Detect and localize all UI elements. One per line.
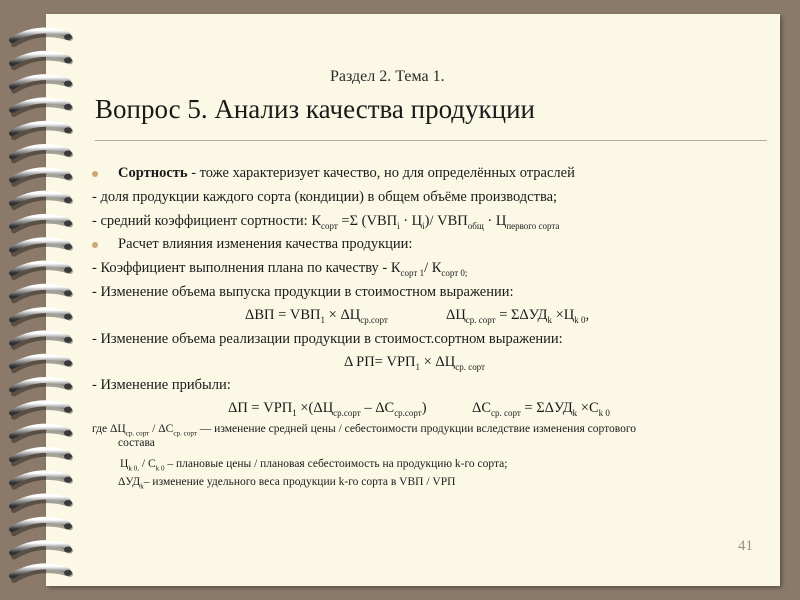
text: ΔС <box>472 400 491 416</box>
text: / С <box>139 458 156 470</box>
text: )/ VВП <box>424 213 468 229</box>
subscript: общ <box>467 220 484 231</box>
subscript: 1 <box>292 407 297 418</box>
spiral-ring-icon <box>12 497 72 510</box>
subscript: k <box>572 407 578 418</box>
spiral-ring-icon <box>12 310 72 323</box>
text: – ΔС <box>360 400 395 416</box>
formula-vp <box>245 307 388 325</box>
spiral-ring-icon <box>12 380 72 393</box>
title-divider <box>95 140 767 141</box>
text: = ΣΔУД <box>520 400 573 416</box>
subscript: k 0 <box>155 464 165 473</box>
text: - тоже характеризует качество, но для определённых отраслей <box>187 165 575 181</box>
text: ΔЦ <box>446 307 466 323</box>
spiral-binding <box>0 0 90 600</box>
page-number: 41 <box>738 538 753 554</box>
subscript: первого сорта <box>506 220 560 231</box>
text: Расчет влияния изменения качества продукции: <box>118 236 413 252</box>
subscript: i <box>397 220 400 231</box>
subscript: k 0 <box>574 314 586 325</box>
spiral-ring-icon <box>12 77 72 90</box>
subscript: i <box>422 220 425 231</box>
subscript: сорт <box>321 220 338 231</box>
spiral-ring-icon <box>12 403 72 416</box>
subscript: ср. сорт <box>465 314 496 325</box>
subscript: ср.сорт <box>360 314 388 325</box>
spiral-ring-icon <box>12 520 72 533</box>
text: ΔП = VРП <box>228 400 293 416</box>
text: Δ РП= VРП <box>344 354 416 370</box>
note-line <box>92 423 636 437</box>
subscript: k 0, <box>128 464 139 473</box>
text: / К <box>424 260 442 276</box>
formula-cost-change <box>472 400 610 418</box>
formula-line <box>92 260 467 278</box>
text: — изменение средней цены / себестоимости продукции вследствие изменения сортового <box>196 423 637 435</box>
text: ΔУД <box>118 476 141 488</box>
subscript: ср.сорт <box>394 407 422 418</box>
text: ×Ц <box>551 307 575 323</box>
text: × ΔЦ <box>325 307 361 323</box>
subscript: сорт 1 <box>400 267 425 278</box>
spiral-ring-icon <box>12 147 72 160</box>
spiral-ring-icon <box>12 100 72 113</box>
bullet-dot-icon <box>92 171 98 177</box>
text: , <box>585 307 590 323</box>
spiral-ring-icon <box>12 31 72 44</box>
page-title: Вопрос 5. Анализ качества продукции <box>95 94 536 124</box>
text: – плановые цены / плановая себестоимость на продукцию k-го сорта; <box>164 458 508 470</box>
formula-profit <box>228 400 427 418</box>
spiral-ring-icon <box>12 124 72 137</box>
spiral-ring-icon <box>12 450 72 463</box>
text: · Ц <box>399 213 423 229</box>
spiral-ring-icon <box>12 357 72 370</box>
spiral-ring-icon <box>12 427 72 440</box>
subscript: сорт 0; <box>441 267 468 278</box>
text: / ΔС <box>149 423 174 435</box>
text: - средний коэффициент сортности: К <box>92 213 321 229</box>
text-line: - Изменение объема реализации продукции в стоимост.сортном выражении: <box>92 331 563 347</box>
spiral-ring-icon <box>12 194 72 207</box>
text: - Коэффициент выполнения плана по качеству - К <box>92 260 401 276</box>
subscript: 1 <box>415 361 420 372</box>
subscript: ср. сорт <box>455 361 485 372</box>
section-label: Раздел 2. Тема 1. <box>330 68 445 85</box>
spiral-ring-icon <box>12 333 72 346</box>
subscript: ср. сорт <box>173 429 197 438</box>
subscript: 1 <box>320 314 326 325</box>
text: =Σ (VВП <box>337 213 398 229</box>
text: × ΔЦ <box>420 354 456 370</box>
bullet-item-sortnost <box>92 165 575 182</box>
note-line: состава <box>118 437 155 449</box>
formula-price-change <box>446 307 589 325</box>
text: ) <box>421 400 427 416</box>
formula-rp <box>344 354 485 372</box>
text: Ц <box>120 458 129 470</box>
note-line <box>120 458 507 472</box>
text: – изменение удельного веса продукции k-го сорта в VВП / VРП <box>143 476 456 488</box>
text: где ΔЦ <box>92 423 126 435</box>
subscript: ср.сорт <box>333 407 361 418</box>
spiral-ring-icon <box>12 240 72 253</box>
text: ΔВП = VВП <box>245 307 321 323</box>
text-line: - Изменение объема выпуска продукции в стоимостном выражении: <box>92 284 514 300</box>
text: ×(ΔЦ <box>296 400 334 416</box>
spiral-ring-icon <box>12 566 72 579</box>
subscript: k 0 <box>598 407 610 418</box>
text: = ΣΔУД <box>495 307 548 323</box>
spiral-ring-icon <box>12 217 72 230</box>
spiral-ring-icon <box>12 287 72 300</box>
text-line: - доля продукции каждого сорта (кондиции) в общем объёме производства; <box>92 189 558 205</box>
spiral-ring-icon <box>12 264 72 277</box>
spiral-ring-icon <box>12 473 72 486</box>
spiral-ring-icon <box>12 54 72 67</box>
subscript: k <box>547 314 552 325</box>
text-line: - Изменение прибыли: <box>92 377 231 393</box>
bullet-item-calculation <box>92 236 412 253</box>
note-line <box>118 476 455 490</box>
subscript: ср. сорт <box>491 407 521 418</box>
subscript: k <box>140 482 144 491</box>
spiral-ring-icon <box>12 543 72 556</box>
text: · Ц <box>483 213 507 229</box>
spiral-ring-icon <box>12 170 72 183</box>
subscript: ср. сорт <box>125 429 150 438</box>
bullet-dot-icon <box>92 242 98 248</box>
term-bold: Сортность <box>118 165 188 181</box>
text: ×С <box>577 400 599 416</box>
formula-line <box>92 213 559 231</box>
